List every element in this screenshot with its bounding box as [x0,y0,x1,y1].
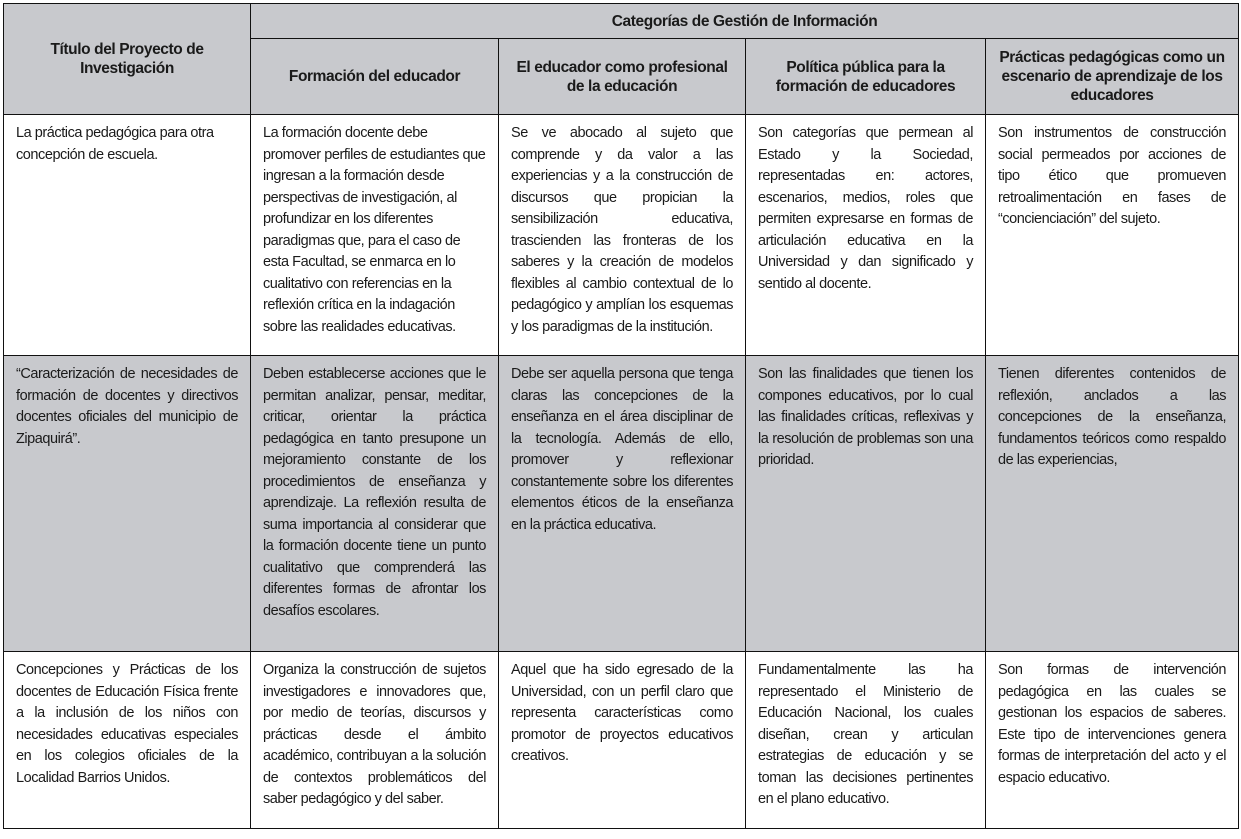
category-cell: Son formas de intervención pedagógica en las cuales se gestionan los espacios de saberes. Este tipo de intervenciones genera formas de interpretación del acto y el espacio educativo. [986,652,1239,829]
project-title-cell: Concepciones y Prácticas de los docentes de Educación Física frente a la inclusión de los niños con necesidades educativas especiales en los colegios oficiales de la Localidad Barrios Unidos. [4,652,251,829]
project-title-cell: “Caracterización de necesidades de formación de docentes y directivos docentes oficiales del municipio de Zipaquirá”. [4,356,251,652]
table-body [4,115,1239,829]
category-cell: Deben establecerse acciones que le permitan analizar, pensar, meditar, criticar, orientar la práctica pedagógica en tanto presupone un mejoramiento constante de los procedimientos de enseñanza y aprendizaje. La reflexión resulta de suma importancia al considerar que la formación docente tiene un punto cualitativo que comprenderá las diferentes formas de afrontar los desafíos escolares. [251,356,499,652]
project-title-header: Título del Proyecto de Investigación [4,4,251,115]
header-row-top [4,4,1239,39]
column-header-profesional: El educador como profesional de la educación [499,39,746,115]
category-cell: Son categorías que permean al Estado y la Sociedad, representadas en: actores, escenarios, medios, roles que permiten expresarse en formas de articulación educativa en la Universidad y dan significado y sentido al docente. [746,115,986,356]
research-categories-table [3,3,1239,829]
categories-group-header: Categorías de Gestión de Información [251,4,1239,39]
category-cell: Tienen diferentes contenidos de reflexión, anclados a las concepciones de la enseñanza, fundamentos teóricos como respaldo de las experiencias, [986,356,1239,652]
column-header-politica: Política pública para la formación de educadores [746,39,986,115]
table-header [4,4,1239,115]
column-header-formacion: Formación del educador [251,39,499,115]
project-title-cell: La práctica pedagógica para otra concepción de escuela. [4,115,251,356]
table-row [4,652,1239,829]
category-cell: Debe ser aquella persona que tenga claras las concepciones de la enseñanza en el área disciplinar de la tecnología. Además de ello, promover y reflexionar constantemente sobre los diferentes elementos éticos de la enseñanza en la práctica educativa. [499,356,746,652]
table-row [4,356,1239,652]
category-cell: La formación docente debe promover perfiles de estudiantes que ingresan a la formación desde perspectivas de investigación, al profundizar en los diferentes paradigmas que, para el caso de esta Facultad, se enmarca en lo cualitativo con referencias en la reflexión crítica en la indagación sobre las realidades educativas. [251,115,499,356]
column-header-practicas: Prácticas pedagógicas como un escenario de aprendizaje de los educadores [986,39,1239,115]
category-cell: Se ve abocado al sujeto que comprende y da valor a las experiencias y a la construcción de discursos que propician la sensibilización educativa, trascienden las fronteras de los saberes y la creación de modelos flexibles al cambio contextual de lo pedagógico y amplían los esquemas y los paradigmas de la institución. [499,115,746,356]
category-cell: Fundamentalmente las ha representado el Ministerio de Educación Nacional, los cuales diseñan, crean y articulan estrategias de educación y se toman las decisiones pertinentes en el plano educativo. [746,652,986,829]
category-cell: Aquel que ha sido egresado de la Universidad, con un perfil claro que representa características como promotor de proyectos educativos creativos. [499,652,746,829]
category-cell: Son las finalidades que tienen los compones educativos, por lo cual las finalidades críticas, reflexivas y la resolución de problemas son una prioridad. [746,356,986,652]
category-cell: Organiza la construcción de sujetos investigadores e innovadores que, por medio de teorías, discursos y prácticas desde el ámbito académico, contribuyan a la solución de contextos problemáticos del saber pedagógico y del saber. [251,652,499,829]
table-row [4,115,1239,356]
category-cell: Son instrumentos de construcción social permeados por acciones de tipo ético que promueven retroalimentación en fases de “concienciación” del sujeto. [986,115,1239,356]
